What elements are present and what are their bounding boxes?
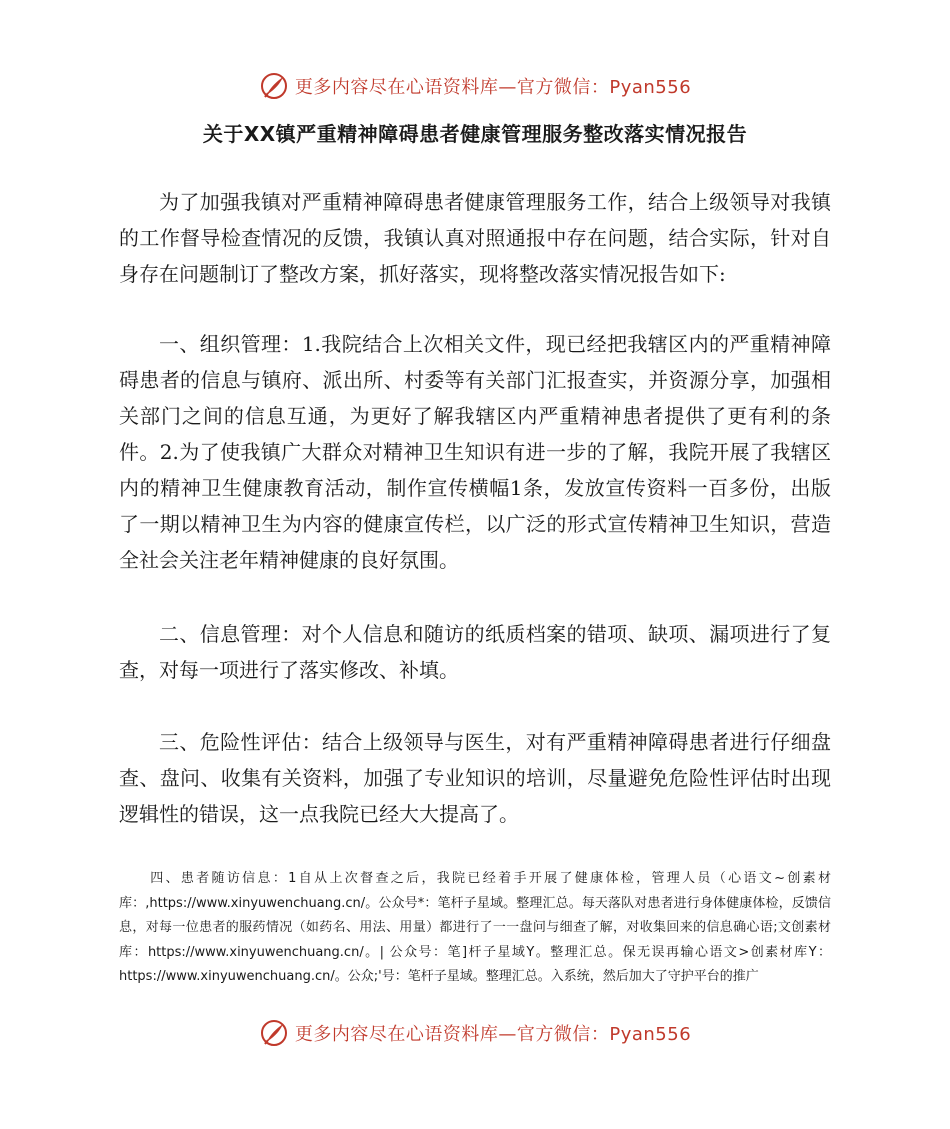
banner-wechat-text: 官方微信：Pyan556 bbox=[516, 77, 692, 98]
paragraph-section-2: 二、信息管理：对个人信息和随访的纸质档案的错项、缺项、漏项进行了复查，对每一项进行了落实修改、补填。 bbox=[119, 622, 831, 682]
document-title: 关于XX镇严重精神障碍患者健康管理服务整改落实情况报告 bbox=[202, 122, 748, 146]
banner-dash: — bbox=[498, 77, 517, 98]
banner-main-text: 更多内容尽在心语资料库 bbox=[294, 1024, 499, 1045]
header-banner bbox=[0, 66, 950, 106]
paragraph-section-4: 四、患者随访信息：1自从上次督查之后，我院已经着手开展了健康体检，管理人员（心语文~创素材库：,https://www.xinyuwenchuang.cn/。公众号*：笔杆子星域。整理汇总。每天落队对患者进行身体健康体检，反馈信息，对每一位患者的服药情况（如药名、用法、用量）都进行了一一盘问与细查了解，对收集回来的信息确心语;文创素材库：https://www.xinyuwenchuang.cn/。| 公众号：笔]杆子星域Y。整理汇总。保无误再输心语文>创素材库Y：https://www.xinyuwenchuang.cn/。公众;'号：笔杆子星域。整理汇总。入系统，然后加大了守护平台的推广 bbox=[119, 871, 831, 984]
paragraph-intro: 为了加强我镇对严重精神障碍患者健康管理服务工作，结合上级领导对我镇的工作督导检查情况的反馈，我镇认真对照通报中存在问题，结合实际，针对自身存在问题制订了整改方案，抓好落实，现将整改落实情况报告如下: bbox=[119, 190, 831, 286]
banner-dash: — bbox=[498, 1024, 517, 1045]
quill-pen-logo-icon bbox=[259, 1018, 289, 1048]
paragraph-section-3: 三、危险性评估：结合上级领导与医生，对有严重精神障碍患者进行仔细盘查、盘问、收集有关资料，加强了专业知识的培训，尽量避免危险性评估时出现逻辑性的错误，这一点我院已经大大提高了。 bbox=[119, 730, 831, 826]
banner-main-text: 更多内容尽在心语资料库 bbox=[294, 77, 499, 98]
paragraph-section-1: 一、组织管理：1.我院结合上次相关文件，现已经把我辖区内的严重精神障碍患者的信息与镇府、派出所、村委等有关部门汇报查实，并资源分享，加强相关部门之间的信息互通，为更好了解我辖区内严重精神患者提供了更有利的条件。2.为了使我镇广大群众对精神卫生知识有进一步的了解，我院开展了我辖区内的精神卫生健康教育活动，制作宣传横幅1条，发放宣传资料一百多份，出版了一期以精神卫生为内容的健康宣传栏，以广泛的形式宣传精神卫生知识，营造全社会关注老年精神健康的良好氛围。 bbox=[119, 332, 831, 572]
quill-pen-logo-icon bbox=[259, 71, 289, 101]
footer-banner bbox=[0, 1013, 950, 1053]
banner-text bbox=[295, 1020, 691, 1046]
banner-wechat-text: 官方微信：Pyan556 bbox=[516, 1024, 692, 1045]
banner-text bbox=[295, 73, 691, 99]
